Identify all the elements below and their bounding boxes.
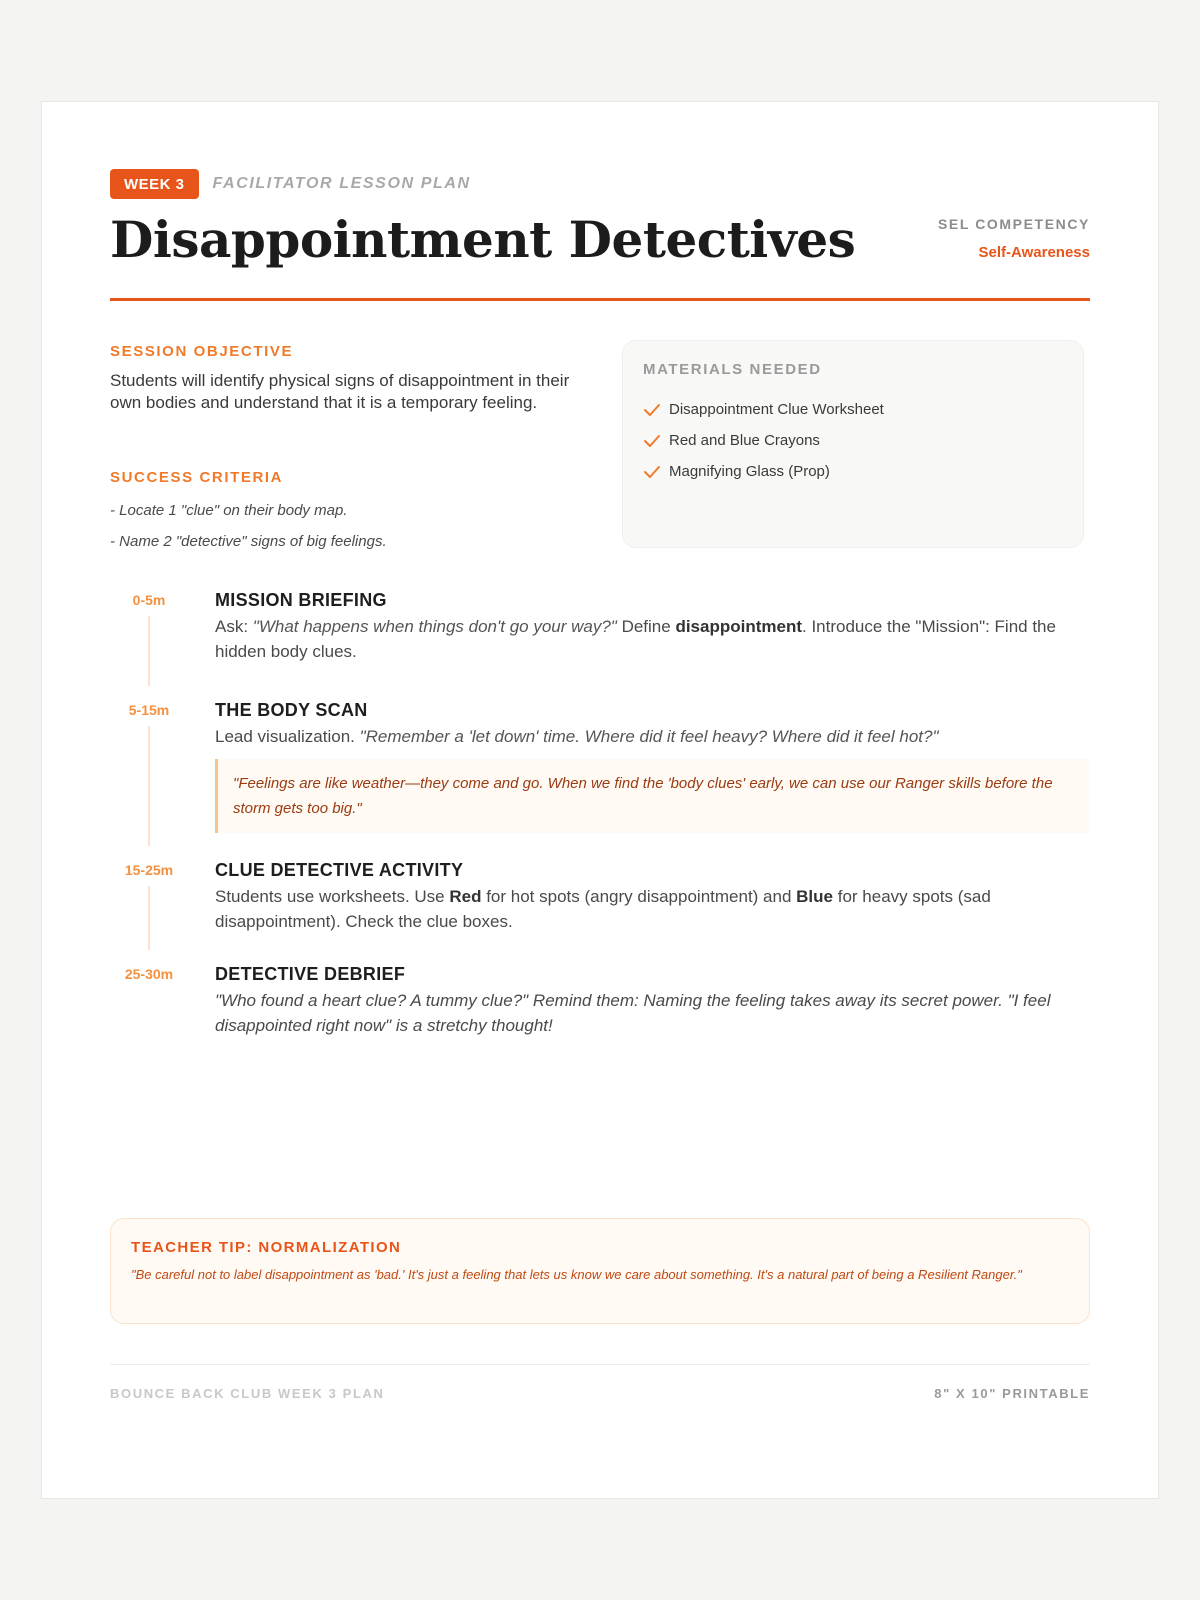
step-description bbox=[215, 884, 1090, 934]
step-text: Students use worksheets. Use bbox=[215, 887, 450, 906]
step-keyword: Red bbox=[449, 887, 482, 906]
header-top bbox=[110, 169, 471, 199]
check-icon bbox=[643, 403, 661, 417]
step-description bbox=[215, 724, 1090, 749]
success-criteria bbox=[110, 469, 580, 552]
step-text: Remind them: Naming the feeling takes away its secret power. bbox=[528, 991, 1008, 1010]
step-title: CLUE DETECTIVE ACTIVITY bbox=[215, 860, 464, 880]
check-icon bbox=[643, 434, 661, 448]
materials-item bbox=[643, 394, 1063, 425]
step-title: MISSION BRIEFING bbox=[215, 590, 387, 610]
timeline-step bbox=[110, 696, 1090, 856]
materials-item bbox=[643, 425, 1063, 456]
step-text: Lead visualization. bbox=[215, 727, 360, 746]
timeline-step bbox=[110, 586, 1090, 696]
step-text: is a stretchy thought! bbox=[391, 1016, 553, 1035]
teacher-tip bbox=[110, 1218, 1090, 1324]
materials-item-label: Magnifying Glass (Prop) bbox=[669, 463, 830, 480]
step-time: 5-15m bbox=[128, 702, 170, 718]
step-description bbox=[215, 614, 1090, 664]
footer-format: 8" X 10" PRINTABLE bbox=[934, 1386, 1090, 1401]
step-title: THE BODY SCAN bbox=[215, 700, 368, 720]
sel-competency bbox=[938, 216, 1090, 261]
objective-text: Students will identify physical signs of disappointment in their own bodies and understand that it is a temporary feeling. bbox=[110, 371, 570, 412]
step-text: Define bbox=[616, 617, 676, 636]
header-divider bbox=[110, 298, 1090, 301]
materials-item-label: Disappointment Clue Worksheet bbox=[669, 401, 884, 418]
session-objective bbox=[110, 343, 580, 414]
criteria-item: - Name 2 "detective" signs of big feelings. bbox=[110, 533, 387, 550]
step-description bbox=[215, 988, 1090, 1038]
lesson-plan-page bbox=[41, 101, 1159, 1499]
footer-divider bbox=[110, 1364, 1090, 1365]
criteria-label: SUCCESS CRITERIA bbox=[110, 469, 284, 486]
lesson-timeline bbox=[110, 586, 1090, 1038]
materials-label: MATERIALS NEEDED bbox=[643, 361, 822, 378]
materials-list bbox=[643, 394, 1063, 487]
step-title: DETECTIVE DEBRIEF bbox=[215, 964, 406, 984]
page-title: Disappointment Detectives bbox=[110, 210, 856, 269]
step-time: 25-30m bbox=[124, 966, 174, 982]
step-text: "Who found a heart clue? A tummy clue?" bbox=[215, 991, 529, 1010]
step-text: Ask: bbox=[215, 617, 253, 636]
step-text: for heavy spots (sad disappointment). Check the clue boxes. bbox=[215, 887, 991, 931]
timeline-line bbox=[148, 726, 150, 846]
step-time: 15-25m bbox=[124, 862, 174, 878]
criteria-item: - Locate 1 "clue" on their body map. bbox=[110, 502, 348, 519]
plan-kicker: FACILITATOR LESSON PLAN bbox=[212, 175, 471, 192]
page-content bbox=[110, 102, 1090, 1498]
teacher-tip-text: "Be careful not to label disappointment as 'bad.' It's just a feeling that lets us know we care about something. It's a natural part of being a Resilient Ranger." bbox=[131, 1267, 1022, 1282]
materials-item-label: Red and Blue Crayons bbox=[669, 432, 820, 449]
facilitator-quote: "Feelings are like weather—they come and go. When we find the 'body clues' early, we can use our Ranger skills before the storm gets too big." bbox=[215, 759, 1090, 833]
timeline-step bbox=[110, 856, 1090, 960]
teacher-tip-label: TEACHER TIP: NORMALIZATION bbox=[131, 1239, 402, 1256]
step-time: 0-5m bbox=[132, 592, 166, 608]
materials-item bbox=[643, 456, 1063, 487]
step-keyword: Blue bbox=[796, 887, 833, 906]
timeline-line bbox=[148, 616, 150, 686]
check-icon bbox=[643, 465, 661, 479]
timeline-line bbox=[148, 886, 150, 950]
timeline-step bbox=[110, 960, 1090, 1038]
objective-label: SESSION OBJECTIVE bbox=[110, 343, 294, 360]
week-badge: WEEK 3 bbox=[110, 169, 199, 199]
materials-card bbox=[622, 340, 1084, 548]
step-prompt: "Remember a 'let down' time. Where did it feel heavy? Where did it feel hot?" bbox=[359, 727, 939, 746]
sel-competency-value: Self-Awareness bbox=[978, 244, 1090, 261]
sel-competency-label: SEL COMPETENCY bbox=[937, 216, 1090, 232]
step-question: "What happens when things don't go your way?" bbox=[252, 617, 617, 636]
step-text: . Introduce the "Mission": Find the hidden body clues. bbox=[215, 617, 1056, 661]
step-keyword: disappointment bbox=[675, 617, 802, 636]
step-text: "I feel disappointed right now" bbox=[215, 991, 1051, 1035]
step-text: for hot spots (angry disappointment) and bbox=[481, 887, 797, 906]
footer-title: BOUNCE BACK CLUB WEEK 3 PLAN bbox=[110, 1386, 385, 1401]
